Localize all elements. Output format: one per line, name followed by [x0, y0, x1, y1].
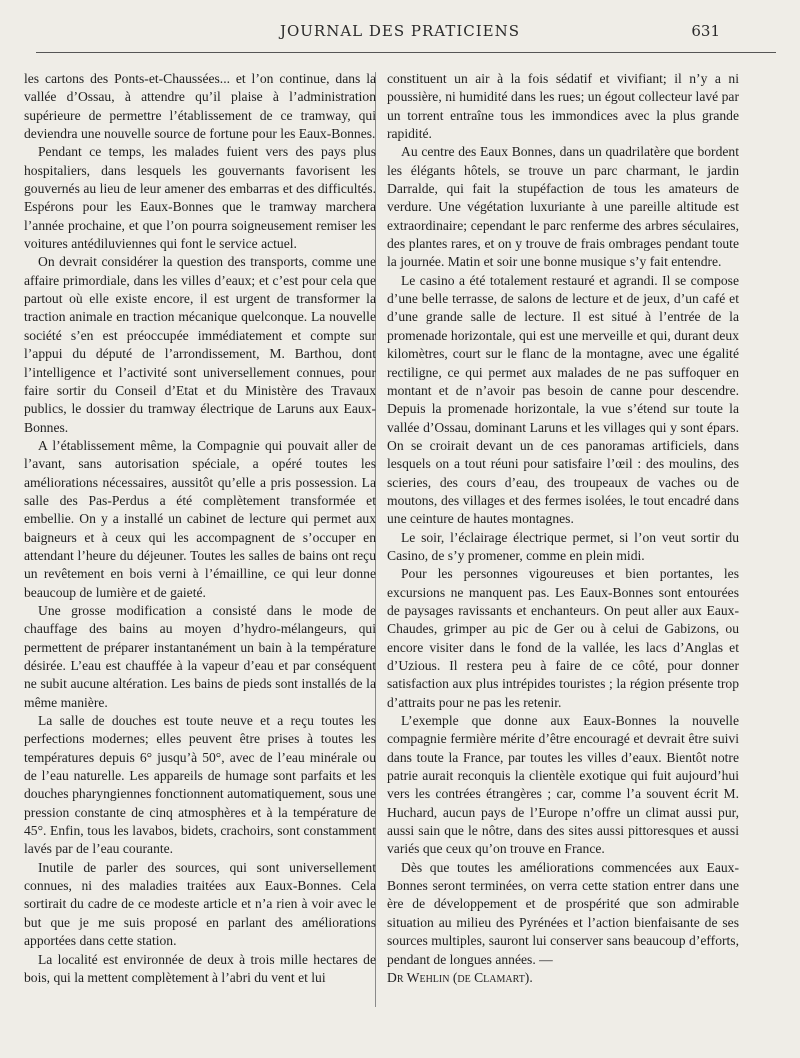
page-header	[24, 22, 776, 48]
paragraph: L’exemple que donne aux Eaux-Bonnes la nouvelle compagnie fermière mérite d’être encouragé et devrait être suivi dans toute la France, par toutes les villes d’eaux. Bientôt notre patrie aurait reconquis la clientèle exotique qui fuit aujourd’hui vers les contrées étrangères ; car, comme l’a souvent écrit M. Huchard, aucun pays de l’Europe n’offre un climat aussi pur, aussi sain que le nôtre, dans des sites aussi pittoresques et aussi variés que ceux qu’on trouve en France.	[387, 713, 739, 857]
journal-title: JOURNAL DES PRATICIENS	[279, 22, 521, 40]
paragraph: La localité est environnée de deux à trois mille hectares de bois, qui la mettent complètement à l’abri du vent et lui	[24, 951, 376, 985]
paragraph: les cartons des Ponts-et-Chaussées... et l’on continue, dans la vallée d’Ossau, à attendre qu’il plaise à l’administration supérieure de permettre l’établissement de ce tramway, qui deviendra une nouvelle source de fortune pour les Eaux-Bonnes.	[24, 71, 376, 142]
right-column	[387, 70, 739, 987]
paragraph: Au centre des Eaux Bonnes, dans un quadrilatère que bordent les élégants hôtels, se trouve un parc charmant, le jardin Darralde, qui fait la stupéfaction de tous les amateurs de verdure. Une végétation luxuriante à une pareille altitude est extraordinaire; cependant le parc renferme des arbres séculaires, des plantes rares, et on y trouve de frais ombrages pendant toute la journée. Matin et soir une bonne musique s’y fait entendre.	[387, 144, 739, 270]
paragraph: Le soir, l’éclairage électrique permet, si l’on veut sortir du Casino, de s’y promener, comme en plein midi.	[387, 529, 739, 563]
author-signature: Dr Wehlin (de Clamart).	[387, 969, 533, 985]
paragraph: La salle de douches est toute neuve et a reçu toutes les perfections modernes; elles peuvent être prises à toutes les températures depuis 6° jusqu’à 50°, avec de l’eau minérale ou de l’eau naturelle. Les appareils de humage sont parfaits et les douches pharyngiennes fonctionnent automatiquement, sous une pression constante de cinq atmosphères et à la température de 45°. Enfin, tous les lavabos, bidets, crachoirs, sont constamment lavés par de l’eau courante.	[24, 713, 376, 857]
paragraph: Le casino a été totalement restauré et agrandi. Il se compose d’une belle terrasse, de salons de lecture et de jeux, d’un café et d’une grande salle de lecture. Il est situé à l’entrée de la promenade horizontale, qui est une merveille et qui, durant deux kilomètres, court sur le flanc de la montagne, avec une égalité rectiligne, ce qui permet aux malades de ne pas suffoquer en montant et de n’avoir pas besoin de canne pour descendre. Depuis la promenade horizontale, la vue s’étend sur toute la vallée d’Ossau, dominant Laruns et les villages qui y sont épars. On se croirait devant un de ces panoramas artificiels, dans lesquels on a tout réuni pour satisfaire l’œil : des moulins, des scieries, des cours d’eau, des troupeaux de vaches ou de moutons, des villages et des fermes isolées, le tout encadré dans une ceinture de hautes montagnes.	[387, 272, 739, 527]
paragraph: constituent un air à la fois sédatif et vivifiant; il n’y a ni poussière, ni humidité dans les rues; un égout collecteur lavé par un torrent entraîne tous les immondices avec la plus grande rapidité.	[387, 71, 739, 142]
paragraph: Inutile de parler des sources, qui sont universellement connues, ni des maladies traitées aux Eaux-Bonnes. Cela sortirait du cadre de ce modeste article et n’a rien à voir avec le but que je me suis proposé en parlant des améliorations apportées dans cette station.	[24, 859, 376, 949]
paragraph: Une grosse modification a consisté dans le mode de chauffage des bains au moyen d’hydro-mélangeurs, qui permettent de préparer instantanément un bain à la température désirée. L’eau est chauffée à la vapeur d’eau et par conséquent ne subit aucune altération. Les bains de pieds sont installés de la même manière.	[24, 602, 376, 710]
paragraph: A l’établissement même, la Compagnie qui pouvait aller de l’avant, sans autorisation spéciale, a opéré toutes les améliorations nécessaires, aussitôt qu’elle a pris possession. La salle des Pas-Perdus a été complètement transformée et embellie. On y a installé un cabinet de lecture qui permet aux baigneurs et à ceux qui les accompagnent de s’occuper en attendant l’heure du déjeuner. Toutes les salles de bains ont reçu un revêtement en bois verni à l’émailline, ce qui leur donne beaucoup de lumière et de gaieté.	[24, 437, 376, 600]
paragraph: Pendant ce temps, les malades fuient vers des pays plus hospitaliers, dans lesquels les gouvernants favorisent les gouvernés au lieu de leur amener des embarras et des difficultés. Espérons pour les Eaux-Bonnes que le tramway marchera l’année prochaine, et que l’on pourra soigneusement remiser les voitures antédiluviennes qui font le service actuel.	[24, 144, 376, 252]
left-column	[24, 70, 376, 987]
paragraph: Pour les personnes vigoureuses et bien portantes, les excursions ne manquent pas. Les Eaux-Bonnes sont entourées de paysages ravissants et enchanteurs. On peut aller aux Eaux-Chaudes, grimper au pic de Ger ou à celui de Gabizons, ou encore visiter dans le fond de la vallée, les lacs d’Anglas et d’Uzious. Il restera peu à faire de ce côté, pour donner satisfaction aux plus intrépides touristes ; la région présente trop d’attraits pour ne pas les retenir.	[387, 566, 739, 710]
header-rule	[36, 52, 776, 53]
paragraph: On devrait considérer la question des transports, comme une affaire primordiale, dans les villes d’eaux; et c’est pour cela que partout où elle existe encore, il est urgent de transformer la traction animale en traction mécanique quelconque. La nouvelle société s’en est préoccupée immédiatement et compte sur l’appui du député de l’arrondissement, M. Barthou, dont l’intelligence et l’activité sont universellement connues, pour faire sortir du Conseil d’Etat et du Ministère des Travaux publics, le dossier du tramway électrique de Laruns aux Eaux-Bonnes.	[24, 254, 376, 435]
page-number: 631	[691, 22, 720, 40]
paragraph: Dès que toutes les améliorations commencées aux Eaux-Bonnes seront terminées, on verra cette station entrer dans une ère de développement et de prospérité que son admirable situation au milieu des Pyrénées et l’action bienfaisante de ses sources multiples, sauront lui conserver sans beaucoup d’efforts, pendant de longues années. —	[387, 859, 739, 967]
